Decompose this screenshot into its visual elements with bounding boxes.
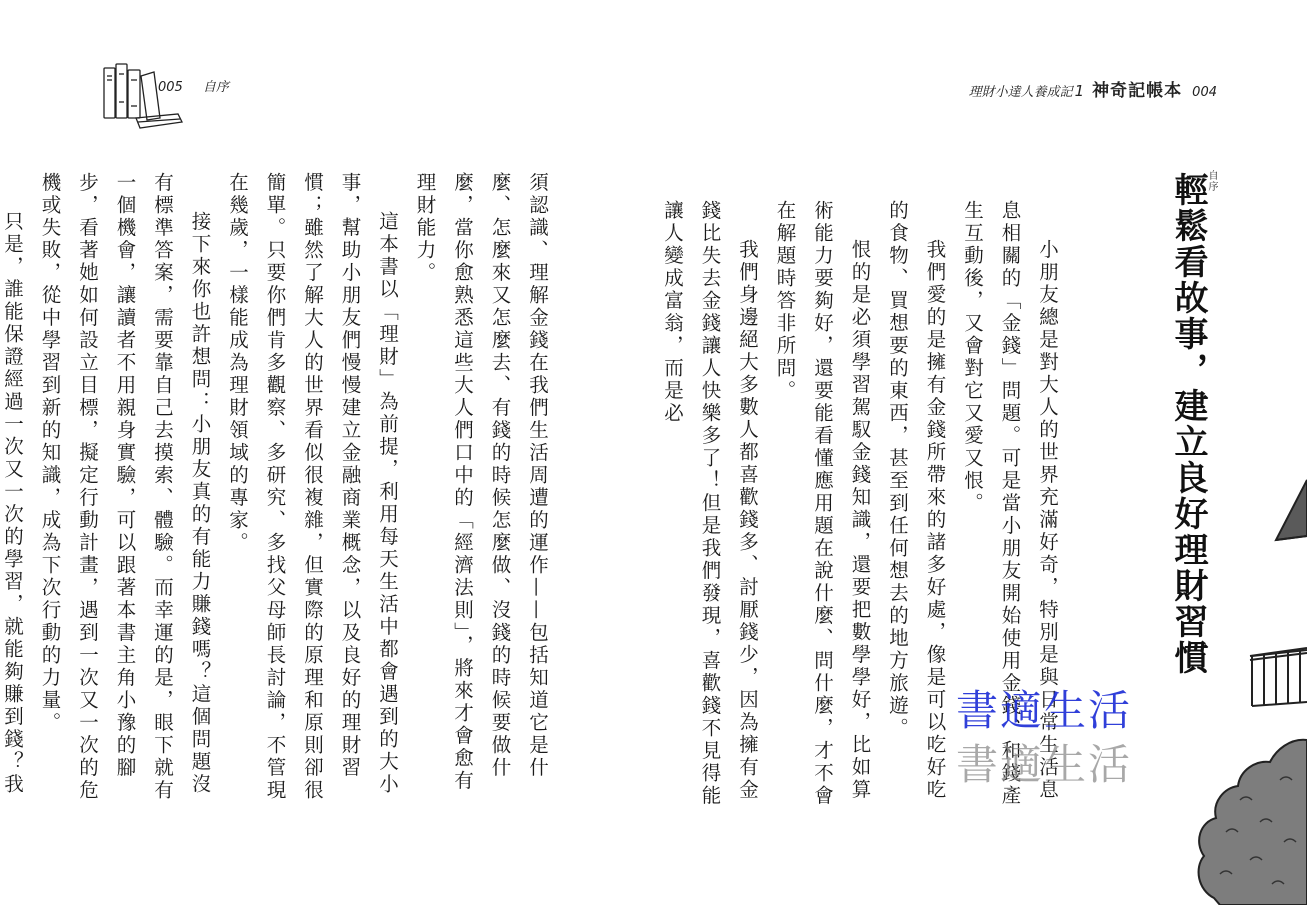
left-paragraph: 這本書以「理財」為前提，利用每天生活中都會遇到的大小事，幫助小朋友們慢慢建立金融商業概念，以及良好的理財習慣；雖然了解大人的世界看似很複雜，但實際的原理和原則卻很簡單。只要你們肯多觀察、多研究、多找父母師長討論，不管現在幾歲，一樣能成為理財領域的專家。: [226, 172, 399, 802]
volume-number: 1: [1074, 82, 1085, 100]
book-stack-logo: [100, 62, 184, 132]
right-paragraph: 我們身邊絕大多數人都喜歡錢多、討厭錢少，因為擁有金錢比失去金錢讓人快樂多了！但是我們發現，喜歡錢不見得能讓人變成富翁，而是必: [661, 200, 759, 808]
right-running-head: [969, 76, 1217, 101]
left-page-body: [1, 172, 556, 808]
left-paragraph: 須認識、理解金錢在我們生活周遭的運作——包括知道它是什麼、怎麼來又怎麼去、有錢的時候怎麼做、沒錢的時候要做什麼，當你愈熟悉這些大人們口中的「經濟法則」，將來才會愈有理財能力。: [413, 172, 549, 793]
right-paragraph: 小朋友總是對大人的世界充滿好奇，特別是與日常生活息息相關的「金錢」問題。可是當小朋友開始使用金錢、和錢產生互動後，又會對它又愛又恨。: [961, 200, 1059, 808]
left-paragraph: 接下來你也許想問：小朋友真的有能力賺錢嗎？這個問題沒有標準答案，需要靠自己去摸索、體驗。而幸運的是，眼下就有一個機會，讓讀者不用親身實驗，可以跟著本書主角小豫的腳步，看著她如何設立目標，擬定行動計畫，遇到一次又一次的危機或失敗，從中學習到新的知識，成為下次行動的力量。: [38, 172, 212, 802]
chapter-title: 輕鬆看故事，建立良好理財習慣: [1168, 172, 1208, 676]
left-section-label: 自序: [202, 80, 229, 95]
book-title: 理財小達人養成記: [968, 85, 1073, 100]
house-illustration: [1180, 470, 1307, 905]
watermark-gray: 書適生活: [956, 740, 1133, 789]
left-paragraph: 只是，誰能保證經過一次又一次的學習，就能夠賺到錢？我: [1, 211, 24, 796]
right-page-number: 004: [1192, 85, 1217, 100]
chapter-tag: 自序: [1206, 170, 1217, 192]
watermark-blue: 書適生活: [956, 686, 1133, 735]
volume-title: 神奇記帳本: [1092, 81, 1183, 101]
right-paragraph: 恨的是必須學習駕馭金錢知識，還要把數學學好，比如算術能力要夠好，還要能看懂應用題在說什麼、問什麼，才不會在解題時答非所問。: [773, 200, 872, 808]
left-running-head: [158, 76, 229, 95]
right-paragraph: 我們愛的是擁有金錢所帶來的諸多好處，像是可以吃好吃的食物、買想要的東西，甚至到任何想去的地方旅遊。: [886, 200, 947, 802]
left-page-number: 005: [158, 80, 183, 95]
